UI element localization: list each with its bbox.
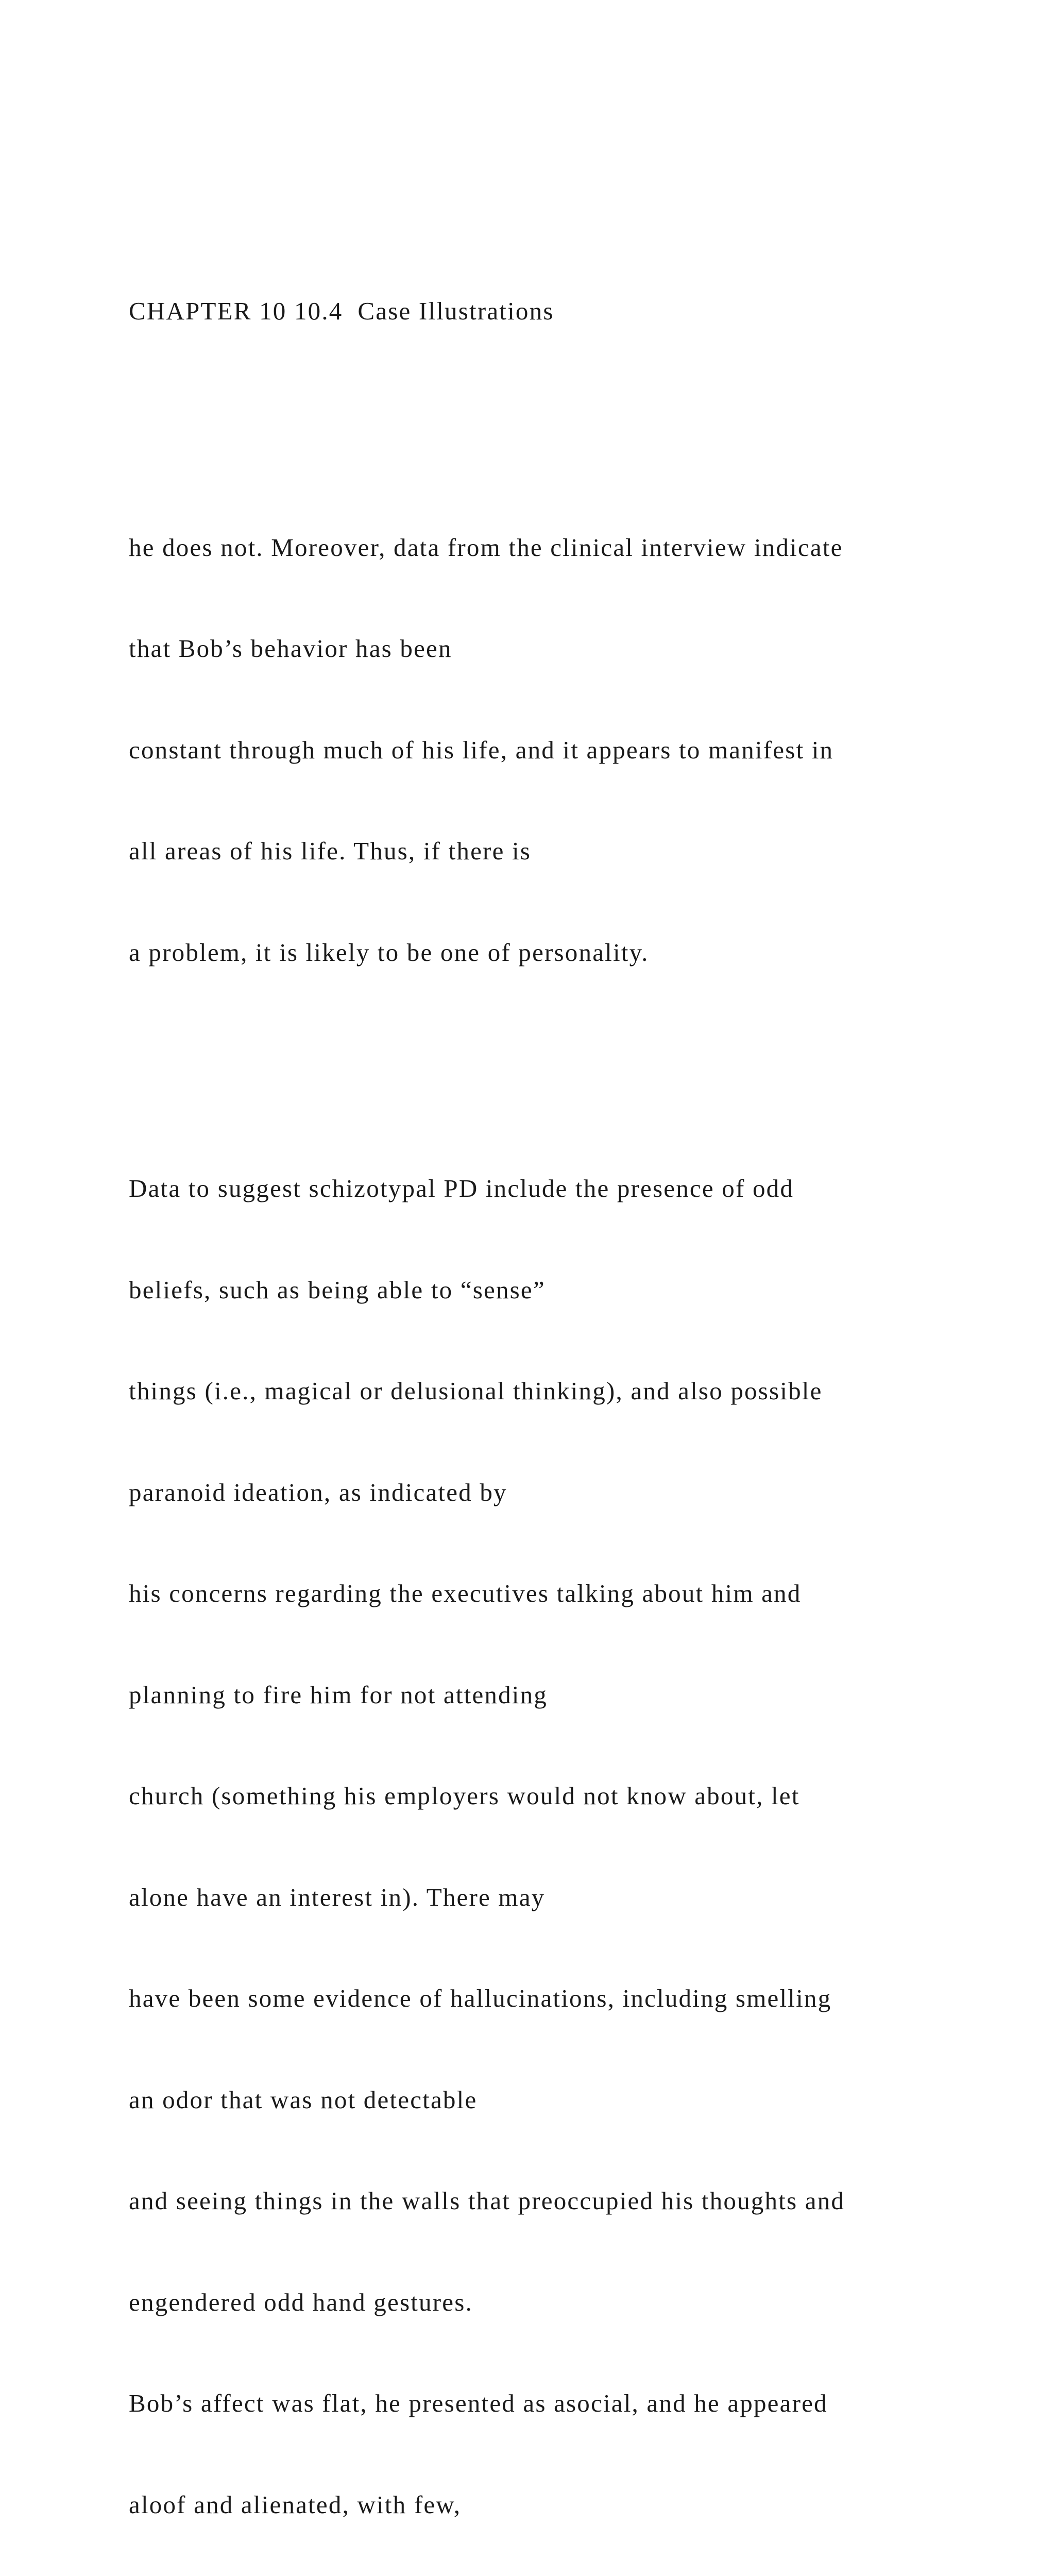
paragraph-line: a problem, it is likely to be one of personality. [129,938,649,967]
paragraph-line: Bob’s affect was flat, he presented as asocial, and he appeared [129,2389,828,2417]
chapter-header: CHAPTER 10 10.4 Case Illustrations [129,297,554,325]
paragraph-line: an odor that was not detectable [129,2085,478,2114]
paragraph-line: he does not. Moreover, data from the clinical interview indicate [129,533,843,562]
paragraph-line: paranoid ideation, as indicated by [129,1478,507,1506]
spacer [129,1037,1005,1071]
paragraph-line: planning to fire him for not attending [129,1680,548,1709]
spacer [129,396,1005,430]
paragraph-line: engendered odd hand gestures. [129,2287,473,2316]
paragraph-line: aloof and alienated, with few, [129,2490,462,2519]
paragraph-line: things (i.e., magical or delusional thinking), and also possible [129,1377,823,1405]
paragraph-line: his concerns regarding the executives talking about him and [129,1579,802,1607]
paragraph-line: have been some evidence of hallucinations, including smelling [129,1984,832,2012]
document-text [129,227,1005,2576]
paragraph-line: beliefs, such as being able to “sense” [129,1275,546,1304]
paragraph-line: that Bob’s behavior has been [129,634,452,663]
paragraph-line: church (something his employers would not know about, let [129,1782,800,1810]
paragraph-line: alone have an interest in). There may [129,1883,546,1911]
paragraph-line: constant through much of his life, and it appears to manifest in [129,735,834,764]
paragraph-line: all areas of his life. Thus, if there is [129,837,532,865]
paragraph-line: and seeing things in the walls that preoccupied his thoughts and [129,2187,845,2215]
paragraph-line: Data to suggest schizotypal PD include the presence of odd [129,1174,794,1202]
